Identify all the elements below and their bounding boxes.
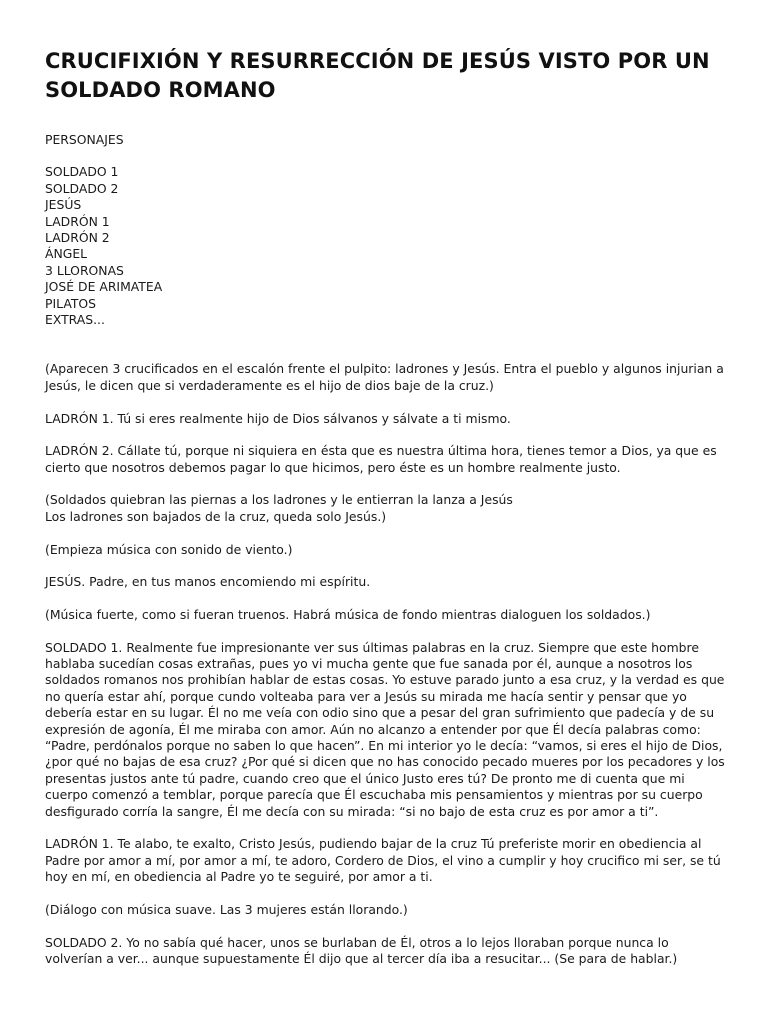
dialogue-paragraph: SOLDADO 2. Yo no sabía qué hacer, unos se burlaban de Él, otros a lo lejos lloraban porque nunca lo volverían a ver... aunque supuestamente Él dijo que al tercer día iba a resucitar... (Se para de hablar.) (45, 934, 678, 966)
cast-item: SOLDADO 1 (45, 164, 119, 180)
dialogue-paragraph: SOLDADO 1. Realmente fue impresionante ver sus últimas palabras en la cruz. Siempre que este hombre hablaba sucedían cosas extrañas, pues yo vi mucha gente que fue sanada por él, aunque a nosotros los soldados romanos nos prohibían hablar de estas cosas. Yo estuve parado junto a esa cruz, y la verdad es que no quería estar ahí, porque cundo volteaba para ver a Jesús su mirada me hacía sentir y pensar que yo debería estar en su lugar. Él no me veía con odio sino que a pesar del gran sufrimiento que padecía y de su expresión de agonía, Él me miraba con amor. Aún no alcanzo a entender por que Él decía palabras como: “Padre, perdónalos porque no saben lo que hacen”. En mi interior yo le decía: “vamos, si eres el hijo de Dios, ¿por qué no bajas de esa cruz? ¿Por qué si dicen que no has conocido pecado mueres por los pecadores y los presentas justos ante tú padre, cuando creo que el único Justo eres tú? De pronto me di cuenta que mi cuerpo comenzó a temblar, porque parecía que Él escuchaba mis pensamientos y mientras por su cuerpo desfigurado corría la sangre, Él me decía con su mirada: “si no bajo de esta cruz es por amor a ti”. (45, 639, 725, 819)
stage-direction-paragraph: (Diálogo con música suave. Las 3 mujeres están llorando.) (45, 901, 408, 917)
document-title: CRUCIFIXIÓN Y RESURRECCIÓN DE JESÚS VISTO POR UN SOLDADO ROMANO (45, 49, 710, 102)
dialogue-paragraph: JESÚS. Padre, en tus manos encomiendo mi espíritu. (45, 574, 371, 590)
stage-direction-paragraph: (Música fuerte, como si fueran truenos. Habrá música de fondo mientras dialoguen los soldados.) (45, 606, 651, 622)
stage-direction-paragraph: (Empieza música con sonido de viento.) (45, 541, 293, 557)
cast-item: JESÚS (45, 197, 82, 213)
personajes-heading: PERSONAJES (45, 132, 124, 147)
cast-item: 3 LLORONAS (45, 262, 124, 278)
dialogue-paragraph: LADRÓN 2. Cállate tú, porque ni siquiera en ésta que es nuestra última hora, tienes temor a Dios, ya que es cierto que nosotros debemos pagar lo que hicimos, pero éste es un hombre realmente justo. (45, 443, 717, 475)
cast-item: SOLDADO 2 (45, 180, 119, 196)
cast-item: LADRÓN 2 (45, 230, 110, 246)
cast-item: PILATOS (45, 295, 97, 311)
cast-list (45, 164, 728, 328)
cast-item: JOSÉ DE ARIMATEA (45, 279, 163, 295)
stage-direction-paragraph: (Aparecen 3 crucificados en el escalón frente el pulpito: ladrones y Jesús. Entra el pueblo y algunos injurian a Jesús, le dicen que si verdaderamente es el hijo de dios baje de la cruz.) (45, 361, 724, 393)
dialogue-paragraph: LADRÓN 1. Tú si eres realmente hijo de Dios sálvanos y sálvate a ti mismo. (45, 410, 511, 426)
cast-item: EXTRAS... (45, 312, 105, 328)
dialogue-paragraph: LADRÓN 1. Te alabo, te exalto, Cristo Jesús, pudiendo bajar de la cruz Tú preferiste morir en obediencia al Padre por amor a mí, por amor a mí, te adoro, Cordero de Dios, el vino a cumplir y hoy crucifico mi ser, se tú hoy en mí, en obediencia al Padre yo te seguiré, por amor a ti. (45, 836, 721, 885)
cast-item: LADRÓN 1 (45, 213, 110, 229)
stage-direction-paragraph: (Soldados quiebran las piernas a los ladrones y le entierran la lanza a Jesús Los ladrones son bajados de la cruz, queda solo Jesús.) (45, 492, 513, 524)
document-body (45, 132, 728, 967)
cast-item: ÁNGEL (45, 246, 88, 262)
